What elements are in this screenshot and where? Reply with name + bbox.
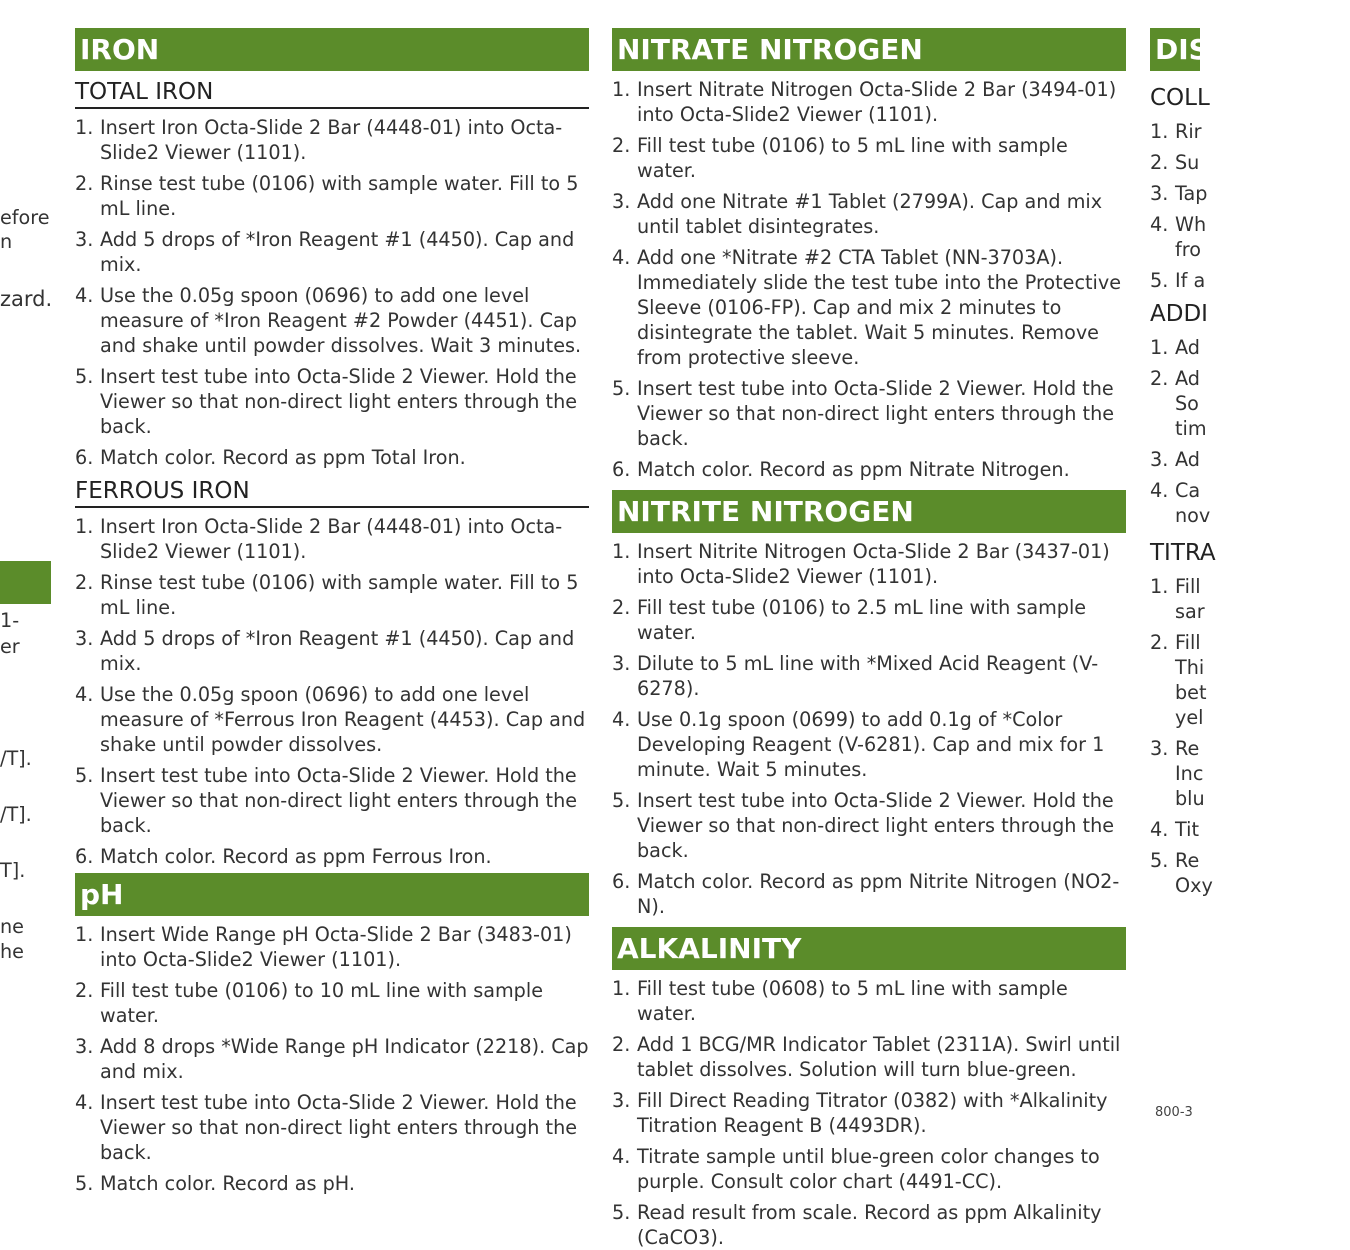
list-item: 1. Ad <box>1150 336 1200 359</box>
list-item: 6. Match color. Record as ppm Nitrite Nitrogen (NO2-N). <box>612 870 1120 918</box>
list-item: 5. Re Oxy <box>1150 849 1213 897</box>
fragment-text: /T]. <box>0 803 32 826</box>
ph-section-title: pH <box>75 873 589 916</box>
document-code: 800-3 <box>1155 1105 1193 1120</box>
fragment-text: he <box>0 940 24 963</box>
list-item: 4. Insert test tube into Octa-Slide 2 Viewer. Hold the Viewer so that non-direct light enters through the back. <box>75 1091 578 1164</box>
list-item: 3. Ad <box>1150 448 1200 471</box>
list-item: 1. Insert Iron Octa-Slide 2 Bar (4448-01) into Octa-Slide2 Viewer (1101). <box>75 515 563 563</box>
list-item: 4. Tit <box>1150 818 1199 841</box>
titration-steps <box>1150 574 1350 898</box>
nitrite-section-title: NITRITE NITROGEN <box>612 490 1126 533</box>
list-item: 5. Insert test tube into Octa-Slide 2 Viewer. Hold the Viewer so that non-direct light enters through the back. <box>612 377 1115 450</box>
fragment-text: 1- <box>0 609 20 632</box>
fragment-text: er <box>0 635 20 658</box>
nitrate-steps <box>612 77 1126 482</box>
list-item: 2. Rinse test tube (0106) with sample water. Fill to 5 mL line. <box>75 571 579 619</box>
list-item: 1. Fill sar <box>1150 575 1205 623</box>
ferrous-iron-steps <box>75 514 589 869</box>
previous-page-fragment <box>0 0 52 1200</box>
list-item: 4. Ca nov <box>1150 479 1211 527</box>
collection-steps <box>1150 119 1350 293</box>
list-item: 3. Tap <box>1150 182 1208 205</box>
alkalinity-section-title: ALKALINITY <box>612 927 1126 970</box>
fragment-text: /T]. <box>0 747 32 770</box>
list-item: 3. Add 5 drops of *Iron Reagent #1 (4450). Cap and mix. <box>75 627 575 675</box>
ph-steps <box>75 922 589 1196</box>
nitrite-steps <box>612 539 1126 919</box>
list-item: 6. Match color. Record as ppm Total Iron. <box>75 446 466 469</box>
total-iron-heading: TOTAL IRON <box>75 77 589 109</box>
list-item: 5. Insert test tube into Octa-Slide 2 Viewer. Hold the Viewer so that non-direct light enters through the back. <box>75 764 578 837</box>
list-item: 2. Add 1 BCG/MR Indicator Tablet (2311A). Swirl until tablet dissolves. Solution will turn blue-green. <box>612 1033 1121 1081</box>
addition-steps <box>1150 335 1350 528</box>
list-item: 4. Add one *Nitrate #2 CTA Tablet (NN-3703A). Immediately slide the test tube into the Protective Sleeve (0106-FP). Cap and mix 2 minutes to disintegrate the tablet. Wait 5 minutes. Remove from protective sleeve. <box>612 246 1122 369</box>
fragment-text: zard. <box>0 287 53 311</box>
dissolved-section-title: DIS <box>1150 28 1200 71</box>
nitrogen-alkalinity-column <box>612 28 1126 1250</box>
list-item: 2. Fill test tube (0106) to 2.5 mL line with sample water. <box>612 596 1087 644</box>
nitrate-section-title: NITRATE NITROGEN <box>612 28 1126 71</box>
list-item: 1. Insert Wide Range pH Octa-Slide 2 Bar (3483-01) into Octa-Slide2 Viewer (1101). <box>75 923 572 971</box>
next-page-fragment <box>1150 28 1350 898</box>
list-item: 3. Fill Direct Reading Titrator (0382) with *Alkalinity Titration Reagent B (4493DR). <box>612 1089 1108 1137</box>
list-item: 2. Rinse test tube (0106) with sample water. Fill to 5 mL line. <box>75 172 579 220</box>
list-item: 2. Fill test tube (0106) to 10 mL line with sample water. <box>75 979 543 1027</box>
iron-ph-column <box>75 28 589 1196</box>
fragment-text: ne <box>0 915 24 938</box>
fragment-section-bar <box>0 561 51 604</box>
list-item: 4. Use 0.1g spoon (0699) to add 0.1g of *Color Developing Reagent (V-6281). Cap and mix for 1 minute. Wait 5 minutes. <box>612 708 1105 781</box>
list-item: 3. Re Inc blu <box>1150 737 1205 810</box>
list-item: 1. Rir <box>1150 120 1202 143</box>
fragment-text: n <box>0 230 13 253</box>
list-item: 1. Insert Iron Octa-Slide 2 Bar (4448-01) into Octa-Slide2 Viewer (1101). <box>75 116 563 164</box>
list-item: 5. Insert test tube into Octa-Slide 2 Viewer. Hold the Viewer so that non-direct light enters through the back. <box>75 365 578 438</box>
list-item: 4. Titrate sample until blue-green color changes to purple. Consult color chart (4491-CC). <box>612 1145 1100 1193</box>
list-item: 6. Match color. Record as ppm Nitrate Nitrogen. <box>612 458 1070 481</box>
list-item: 5. Match color. Record as pH. <box>75 1172 355 1195</box>
fragment-text: efore <box>0 206 50 229</box>
list-item: 2. Fill Thi bet yel <box>1150 631 1207 729</box>
list-item: 4. Use the 0.05g spoon (0696) to add one level measure of *Iron Reagent #2 Powder (4451). Cap and shake until powder dissolves. Wait 3 minutes. <box>75 284 582 357</box>
list-item: 6. Match color. Record as ppm Ferrous Iron. <box>75 845 492 868</box>
titration-heading: TITRA <box>1150 540 1216 566</box>
list-item: 1. Insert Nitrate Nitrogen Octa-Slide 2 Bar (3494-01) into Octa-Slide2 Viewer (1101). <box>612 78 1117 126</box>
list-item: 4. Wh fro <box>1150 213 1207 261</box>
list-item: 2. Fill test tube (0106) to 5 mL line with sample water. <box>612 134 1068 182</box>
fragment-text: T]. <box>0 859 26 882</box>
list-item: 3. Add 8 drops *Wide Range pH Indicator (2218). Cap and mix. <box>75 1035 589 1083</box>
iron-section-title: IRON <box>75 28 589 71</box>
list-item: 5. Read result from scale. Record as ppm Alkalinity (CaCO3). <box>612 1201 1102 1249</box>
list-item: 2. Ad So tim <box>1150 367 1207 440</box>
list-item: 1. Fill test tube (0608) to 5 mL line with sample water. <box>612 977 1068 1025</box>
ferrous-iron-heading: FERROUS IRON <box>75 476 589 508</box>
addition-heading: ADDI <box>1150 301 1208 327</box>
list-item: 5. If a <box>1150 269 1206 292</box>
list-item: 2. Su <box>1150 151 1200 174</box>
list-item: 1. Insert Nitrite Nitrogen Octa-Slide 2 Bar (3437-01) into Octa-Slide2 Viewer (1101). <box>612 540 1110 588</box>
list-item: 4. Use the 0.05g spoon (0696) to add one level measure of *Ferrous Iron Reagent (4453). Cap and shake until powder dissolves. <box>75 683 586 756</box>
list-item: 3. Add one Nitrate #1 Tablet (2799A). Cap and mix until tablet disintegrates. <box>612 190 1103 238</box>
list-item: 3. Add 5 drops of *Iron Reagent #1 (4450). Cap and mix. <box>75 228 575 276</box>
alkalinity-steps <box>612 976 1126 1250</box>
list-item: 3. Dilute to 5 mL line with *Mixed Acid Reagent (V-6278). <box>612 652 1099 700</box>
total-iron-steps <box>75 115 589 470</box>
collection-heading: COLL <box>1150 85 1210 111</box>
list-item: 5. Insert test tube into Octa-Slide 2 Viewer. Hold the Viewer so that non-direct light enters through the back. <box>612 789 1115 862</box>
